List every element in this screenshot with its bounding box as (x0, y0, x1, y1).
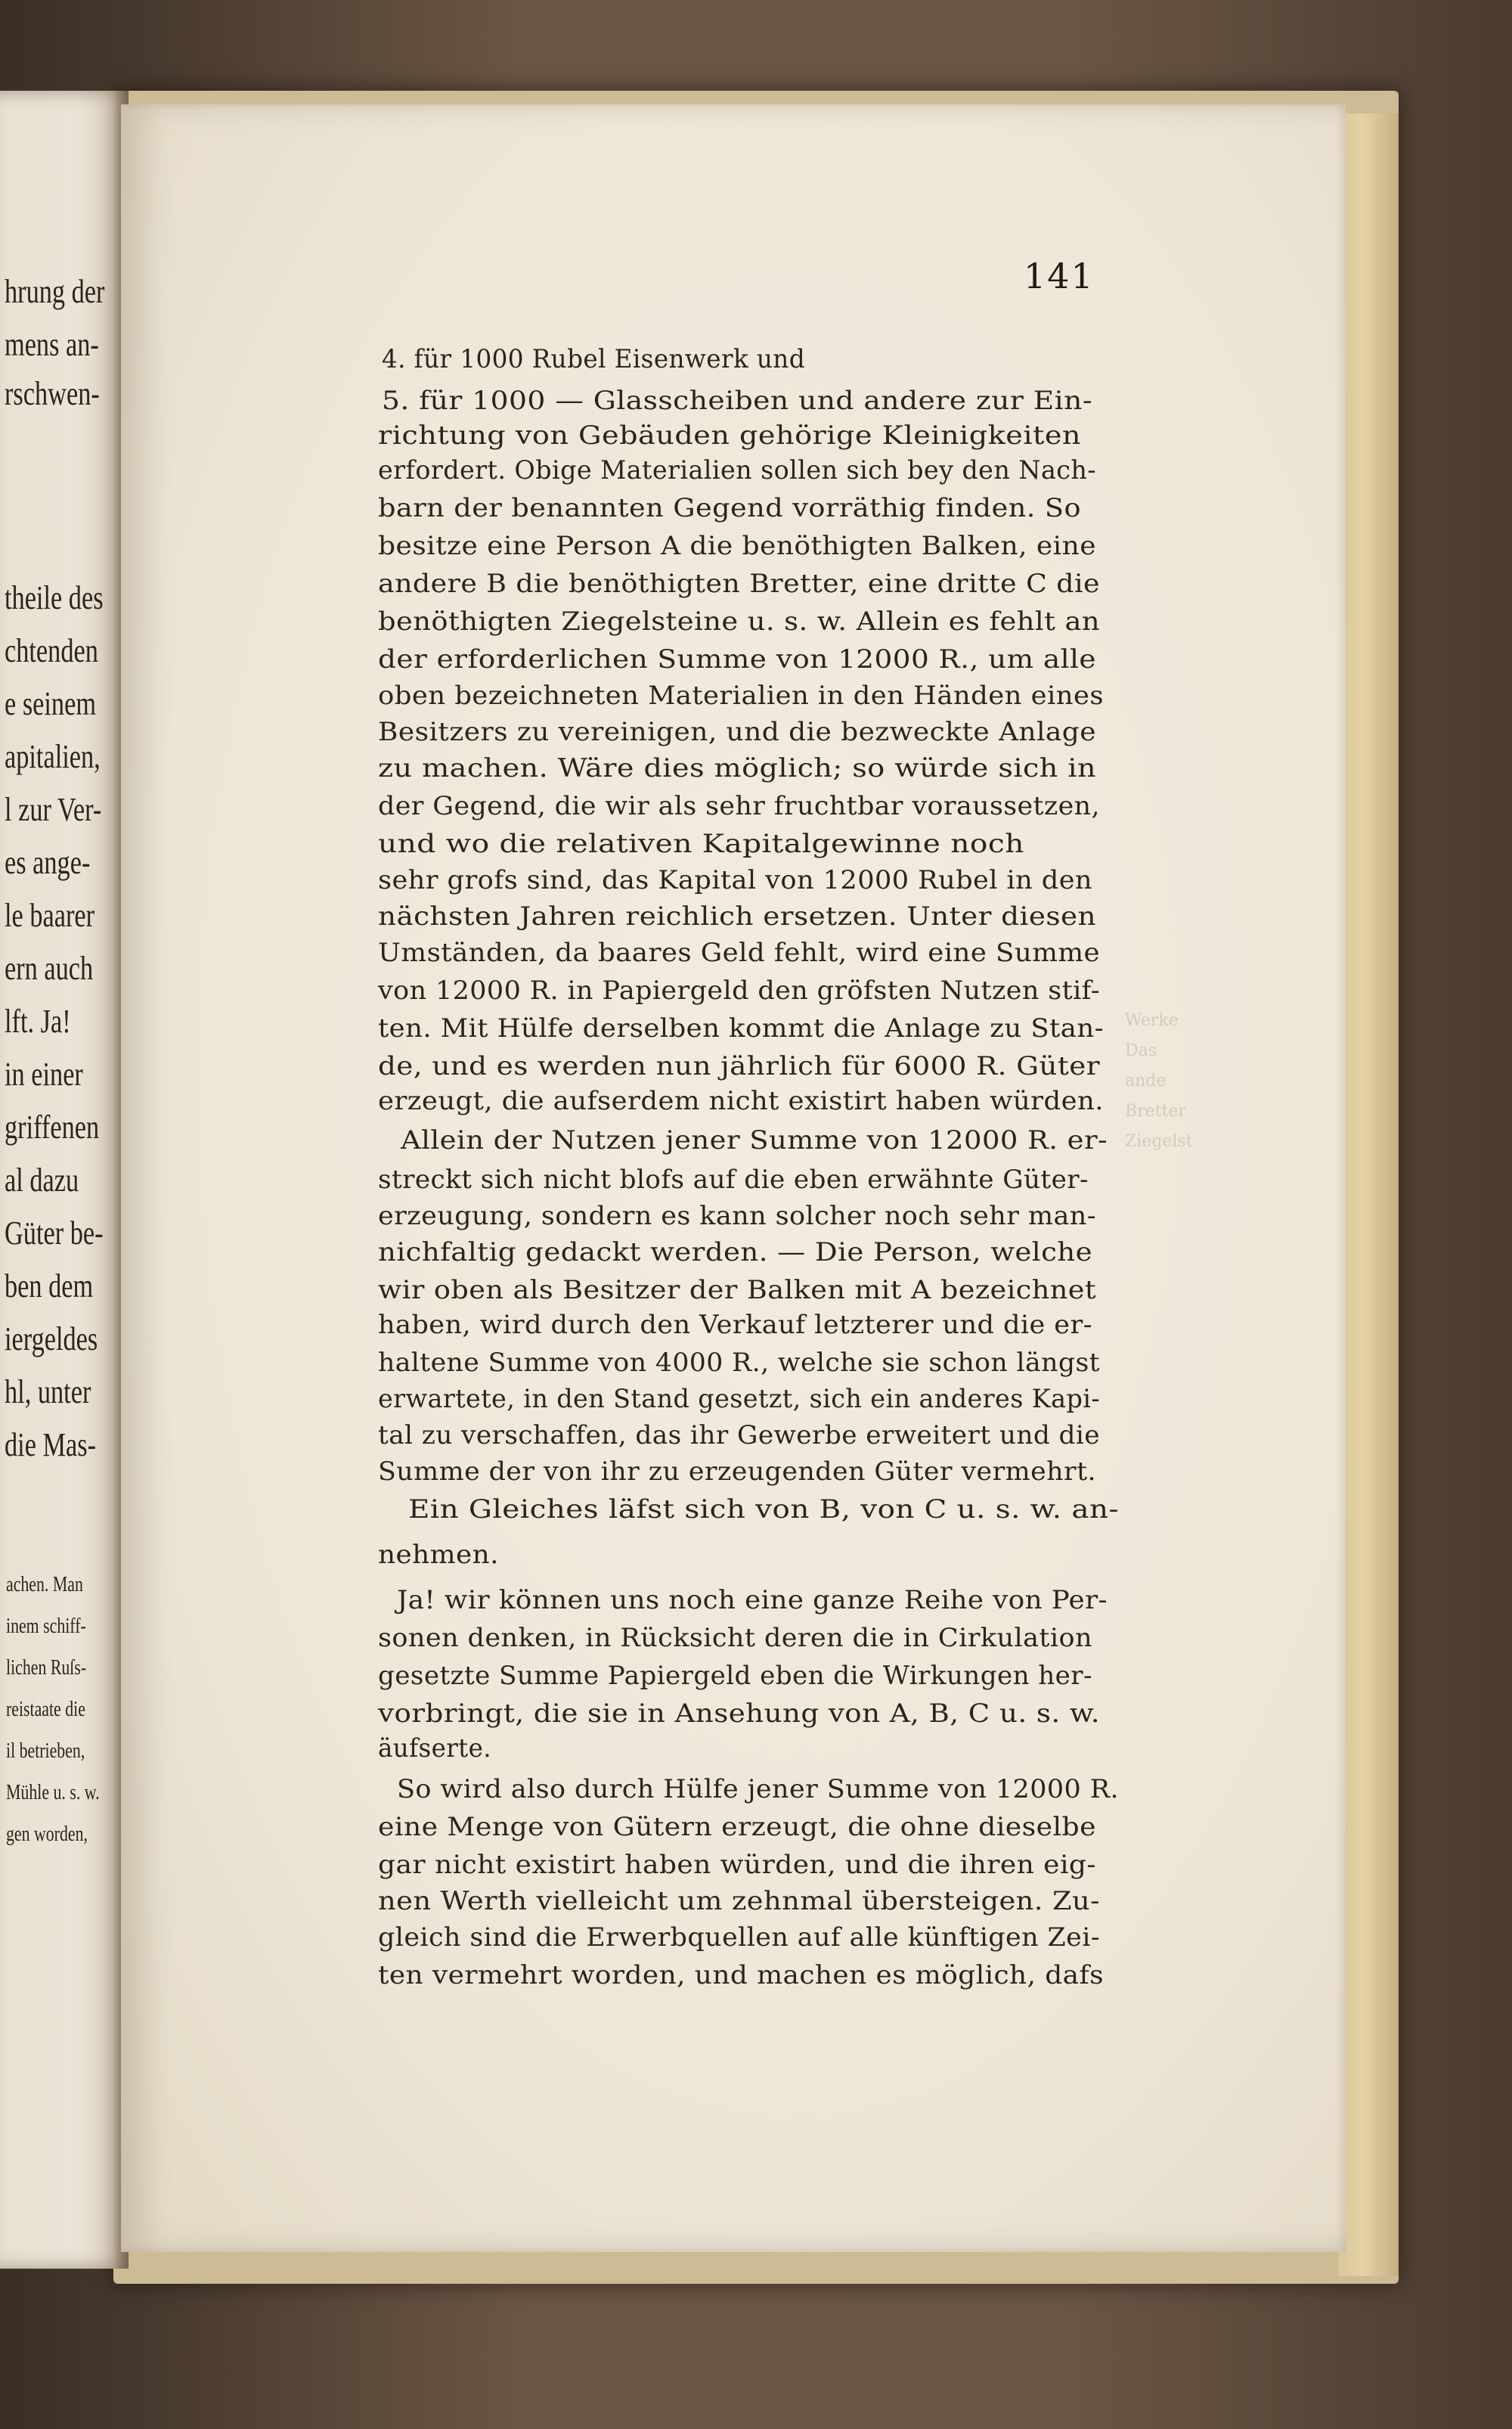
left-page-fragment: achen. Man (6, 1573, 83, 1596)
left-page-fragment: apitalien, (5, 738, 101, 775)
left-page-fragment: griffenen (5, 1109, 100, 1146)
left-page-fragment: e seinem (5, 685, 97, 722)
text-line: andere B die benöthigten Bretter, eine dritte C die (378, 569, 1100, 599)
left-page-fragment: ern auch (5, 950, 94, 987)
left-page-fragment: Mühle u. s. w. (6, 1781, 100, 1804)
left-page-fragment: gen worden, (6, 1823, 88, 1846)
text-line: streckt sich nicht blofs auf die eben erwähnte Güter- (378, 1165, 1089, 1195)
text-line: tal zu verschaffen, das ihr Gewerbe erweitert und die (378, 1420, 1100, 1450)
left-page-fragment: l zur Ver- (5, 791, 102, 828)
left-page-fragment: lft. Ja! (5, 1003, 71, 1040)
text-line: eine Menge von Gütern erzeugt, die ohne dieselbe (378, 1812, 1096, 1842)
text-line: nen Werth vielleicht um zehnmal übersteigen. Zu- (378, 1886, 1100, 1916)
text-line: So wird also durch Hülfe jener Summe von 12000 R. (397, 1774, 1119, 1804)
text-line: gar nicht existirt haben würden, und die ihren eig- (378, 1850, 1096, 1880)
bleed-through-line: Bretter (1125, 1102, 1186, 1121)
bleed-through-line: Das (1125, 1041, 1157, 1060)
text-line: nehmen. (378, 1540, 499, 1570)
text-line: haben, wird durch den Verkauf letzterer und die er- (378, 1310, 1092, 1340)
left-page-fragment: al dazu (5, 1162, 79, 1199)
text-line: sonen denken, in Rücksicht deren die in Cirkulation (378, 1623, 1092, 1653)
left-page-fragment: theile des (5, 579, 104, 616)
text-line: zu machen. Wäre dies möglich; so würde sich in (378, 753, 1096, 783)
cover-edge (1338, 113, 1399, 2276)
left-page-fragment: iergeldes (5, 1320, 98, 1357)
left-page-fragment: chtenden (5, 632, 98, 669)
text-line: 4. für 1000 Rubel Eisenwerk und (382, 344, 805, 374)
bleed-through-text (1125, 1006, 1216, 1157)
text-line: der erforderlichen Summe von 12000 R., um alle (378, 644, 1096, 675)
left-page-fragment: hl, unter (5, 1373, 91, 1410)
text-line: erfordert. Obige Materialien sollen sich bey den Nach- (378, 455, 1096, 485)
text-line: Summe der von ihr zu erzeugenden Güter vermehrt. (378, 1456, 1096, 1487)
text-line: erzeugt, die aufserdem nicht existirt haben würden. (378, 1086, 1104, 1116)
text-line: richtung von Gebäuden gehörige Kleinigkeiten (378, 420, 1081, 451)
page-number: 141 (1024, 256, 1095, 296)
text-line: gleich sind die Erwerbquellen auf alle künftigen Zei- (378, 1922, 1100, 1953)
text-line: haltene Summe von 4000 R., welche sie schon längst (378, 1348, 1100, 1378)
text-line: 5. für 1000 — Glasscheiben und andere zur Ein- (382, 386, 1092, 416)
text-line: nichfaltig gedackt werden. — Die Person, welche (378, 1237, 1092, 1267)
text-line: Ja! wir können uns noch eine ganze Reihe von Per- (397, 1585, 1108, 1615)
left-page-fragment: le baarer (5, 897, 95, 934)
text-line: erzeugung, sondern es kann solcher noch sehr man- (378, 1201, 1096, 1231)
left-page-fragment: reistaate die (6, 1698, 85, 1721)
text-line: erwartete, in den Stand gesetzt, sich ein anderes Kapi- (378, 1384, 1100, 1414)
text-line: und wo die relativen Kapitalgewinne noch (378, 829, 1024, 859)
text-line: nächsten Jahren reichlich ersetzen. Unter diesen (378, 901, 1096, 932)
text-line: äufserte. (378, 1733, 491, 1764)
bleed-through-line: ande (1125, 1072, 1167, 1090)
text-line: der Gegend, die wir als sehr fruchtbar voraussetzen, (378, 791, 1100, 821)
text-line: barn der benannten Gegend vorräthig finden. So (378, 493, 1081, 523)
text-line: de, und es werden nun jährlich für 6000 R. Güter (378, 1051, 1100, 1081)
left-page-fragment: il betrieben, (6, 1739, 85, 1763)
text-line: Ein Gleiches läfst sich von B, von C u. s. w. an- (408, 1494, 1119, 1525)
text-line: sehr grofs sind, das Kapital von 12000 Rubel in den (378, 865, 1092, 895)
left-page-fragment: hrung der (5, 273, 105, 310)
bleed-through-line: Werke (1125, 1011, 1179, 1030)
text-line: Umständen, da baares Geld fehlt, wird eine Summe (378, 938, 1100, 968)
text-line: vorbringt, die sie in Ansehung von A, B, C u. s. w. (378, 1698, 1100, 1729)
text-line: wir oben als Besitzer der Balken mit A bezeichnet (378, 1275, 1096, 1305)
text-line: benöthigten Ziegelsteine u. s. w. Allein es fehlt an (378, 606, 1100, 637)
text-line: ten vermehrt worden, und machen es möglich, dafs (378, 1960, 1104, 1990)
left-page-fragment: Güter be- (5, 1214, 104, 1252)
text-line: ten. Mit Hülfe derselben kommt die Anlage zu Stan- (378, 1013, 1104, 1044)
text-line: Allein der Nutzen jener Summe von 12000 R. er- (401, 1125, 1108, 1156)
text-line: Besitzers zu vereinigen, und die bezweckte Anlage (378, 717, 1096, 747)
left-page-fragment: die Mas- (5, 1426, 97, 1463)
left-page-fragment: ben dem (5, 1267, 94, 1304)
left-page-fragment: in einer (5, 1056, 83, 1093)
text-line: gesetzte Summe Papiergeld eben die Wirkungen her- (378, 1661, 1092, 1691)
text-line: von 12000 R. in Papiergeld den gröfsten Nutzen stif- (378, 976, 1100, 1006)
left-page-fragment: es ange- (5, 844, 91, 881)
left-page-fragment: mens an- (5, 326, 99, 363)
left-page-fragment: lichen Ruſs- (6, 1656, 87, 1680)
text-line: oben bezeichneten Materialien in den Händen eines (378, 681, 1104, 711)
text-line: besitze eine Person A die benöthigten Balken, eine (378, 531, 1096, 561)
bleed-through-line: Ziegelst (1125, 1132, 1193, 1151)
left-page (0, 91, 129, 2269)
left-page-fragment: inem schiff- (6, 1615, 86, 1638)
left-page-fragment: rschwen- (5, 375, 100, 412)
